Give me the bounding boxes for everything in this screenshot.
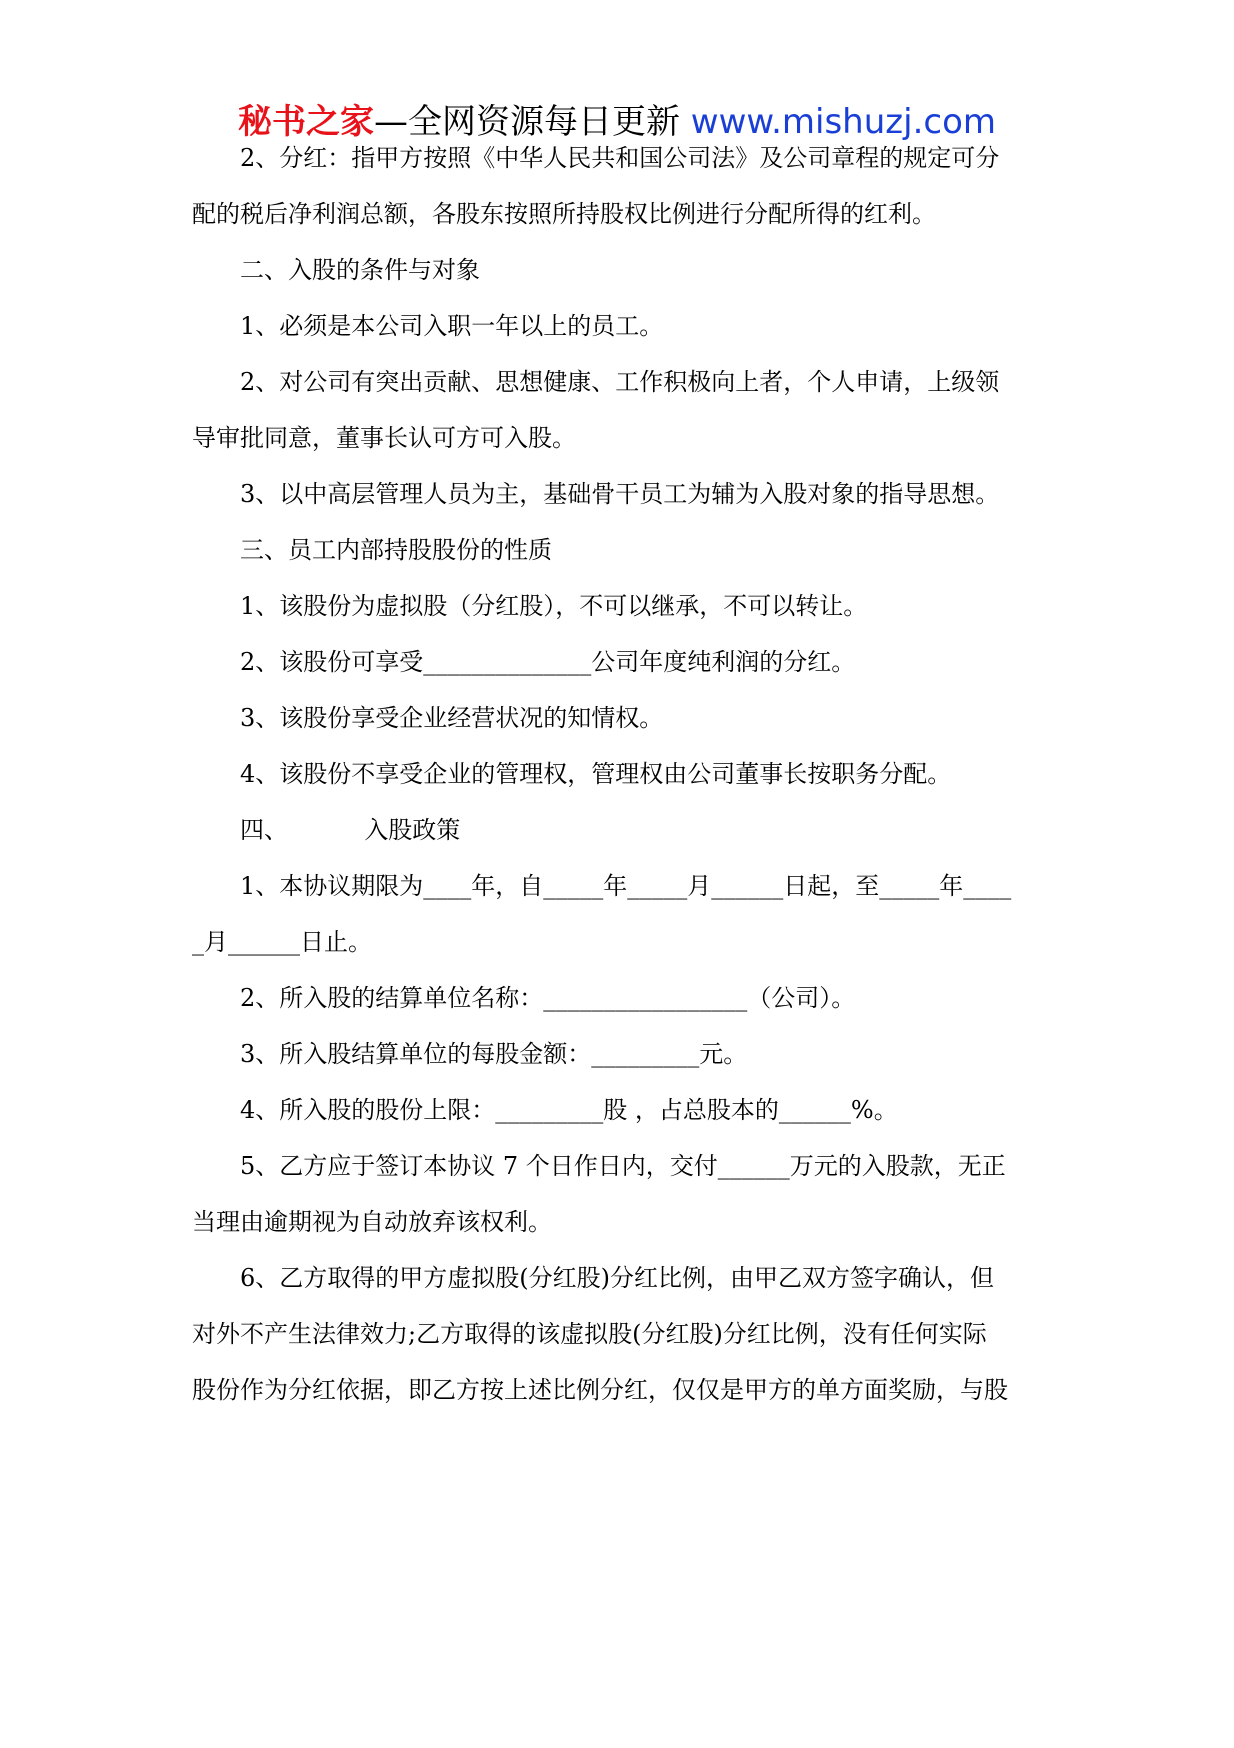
paragraph-line: 1、必须是本公司入职一年以上的员工。 — [240, 312, 664, 340]
paragraph-line: 4、该股份不享受企业的管理权，管理权由公司董事长按职务分配。 — [240, 760, 952, 788]
paragraph-line: 4、所入股的股份上限：_________股 ，占总股本的______%。 — [240, 1096, 898, 1124]
section-heading: 二、入股的条件与对象 — [240, 256, 480, 284]
header-tagline: —全网资源每日更新 — [373, 102, 691, 142]
paragraph-line: 2、该股份可享受______________公司年度纯利润的分红。 — [240, 648, 856, 676]
paragraph-line: 导审批同意，董事长认可方可入股。 — [192, 424, 576, 452]
paragraph-line: 5、乙方应于签订本协议 7 个日作日内，交付______万元的入股款，无正 — [240, 1152, 1006, 1180]
paragraph-line: 2、所入股的结算单位名称：_________________（公司）。 — [240, 984, 856, 1012]
brand-name: 秘书之家 — [237, 102, 374, 142]
paragraph-line: 1、本协议期限为____年，自_____年_____月______日起，至_____年____ — [240, 872, 1012, 900]
paragraph-line: 配的税后净利润总额，各股东按照所持股权比例进行分配所得的红利。 — [192, 200, 936, 228]
site-url: www.mishuzj.com — [690, 102, 996, 142]
paragraph-line: 2、对公司有突出贡献、思想健康、工作积极向上者，个人申请，上级领 — [240, 368, 1000, 396]
paragraph-line: 当理由逾期视为自动放弃该权利。 — [192, 1208, 552, 1236]
section-heading: 三、员工内部持股股份的性质 — [240, 536, 552, 564]
paragraph-line: 对外不产生法律效力;乙方取得的该虚拟股(分红股)分红比例，没有任何实际 — [192, 1320, 987, 1348]
paragraph-line: 股份作为分红依据，即乙方按上述比例分红，仅仅是甲方的单方面奖励，与股 — [192, 1376, 1008, 1404]
paragraph-line: 3、该股份享受企业经营状况的知情权。 — [240, 704, 664, 732]
paragraph-line: _月______日止。 — [192, 928, 372, 956]
paragraph-line: 3、以中高层管理人员为主，基础骨干员工为辅为入股对象的指导思想。 — [240, 480, 1000, 508]
paragraph-line: 1、该股份为虚拟股（分红股），不可以继承，不可以转让。 — [240, 592, 868, 620]
section-heading: 四、 入股政策 — [240, 816, 461, 844]
paragraph-line: 3、所入股结算单位的每股金额：_________元。 — [240, 1040, 748, 1068]
paragraph-line: 2、分红：指甲方按照《中华人民共和国公司法》及公司章程的规定可分 — [240, 144, 1000, 172]
paragraph-line: 6、乙方取得的甲方虚拟股(分红股)分红比例，由甲乙双方签字确认，但 — [240, 1264, 994, 1292]
